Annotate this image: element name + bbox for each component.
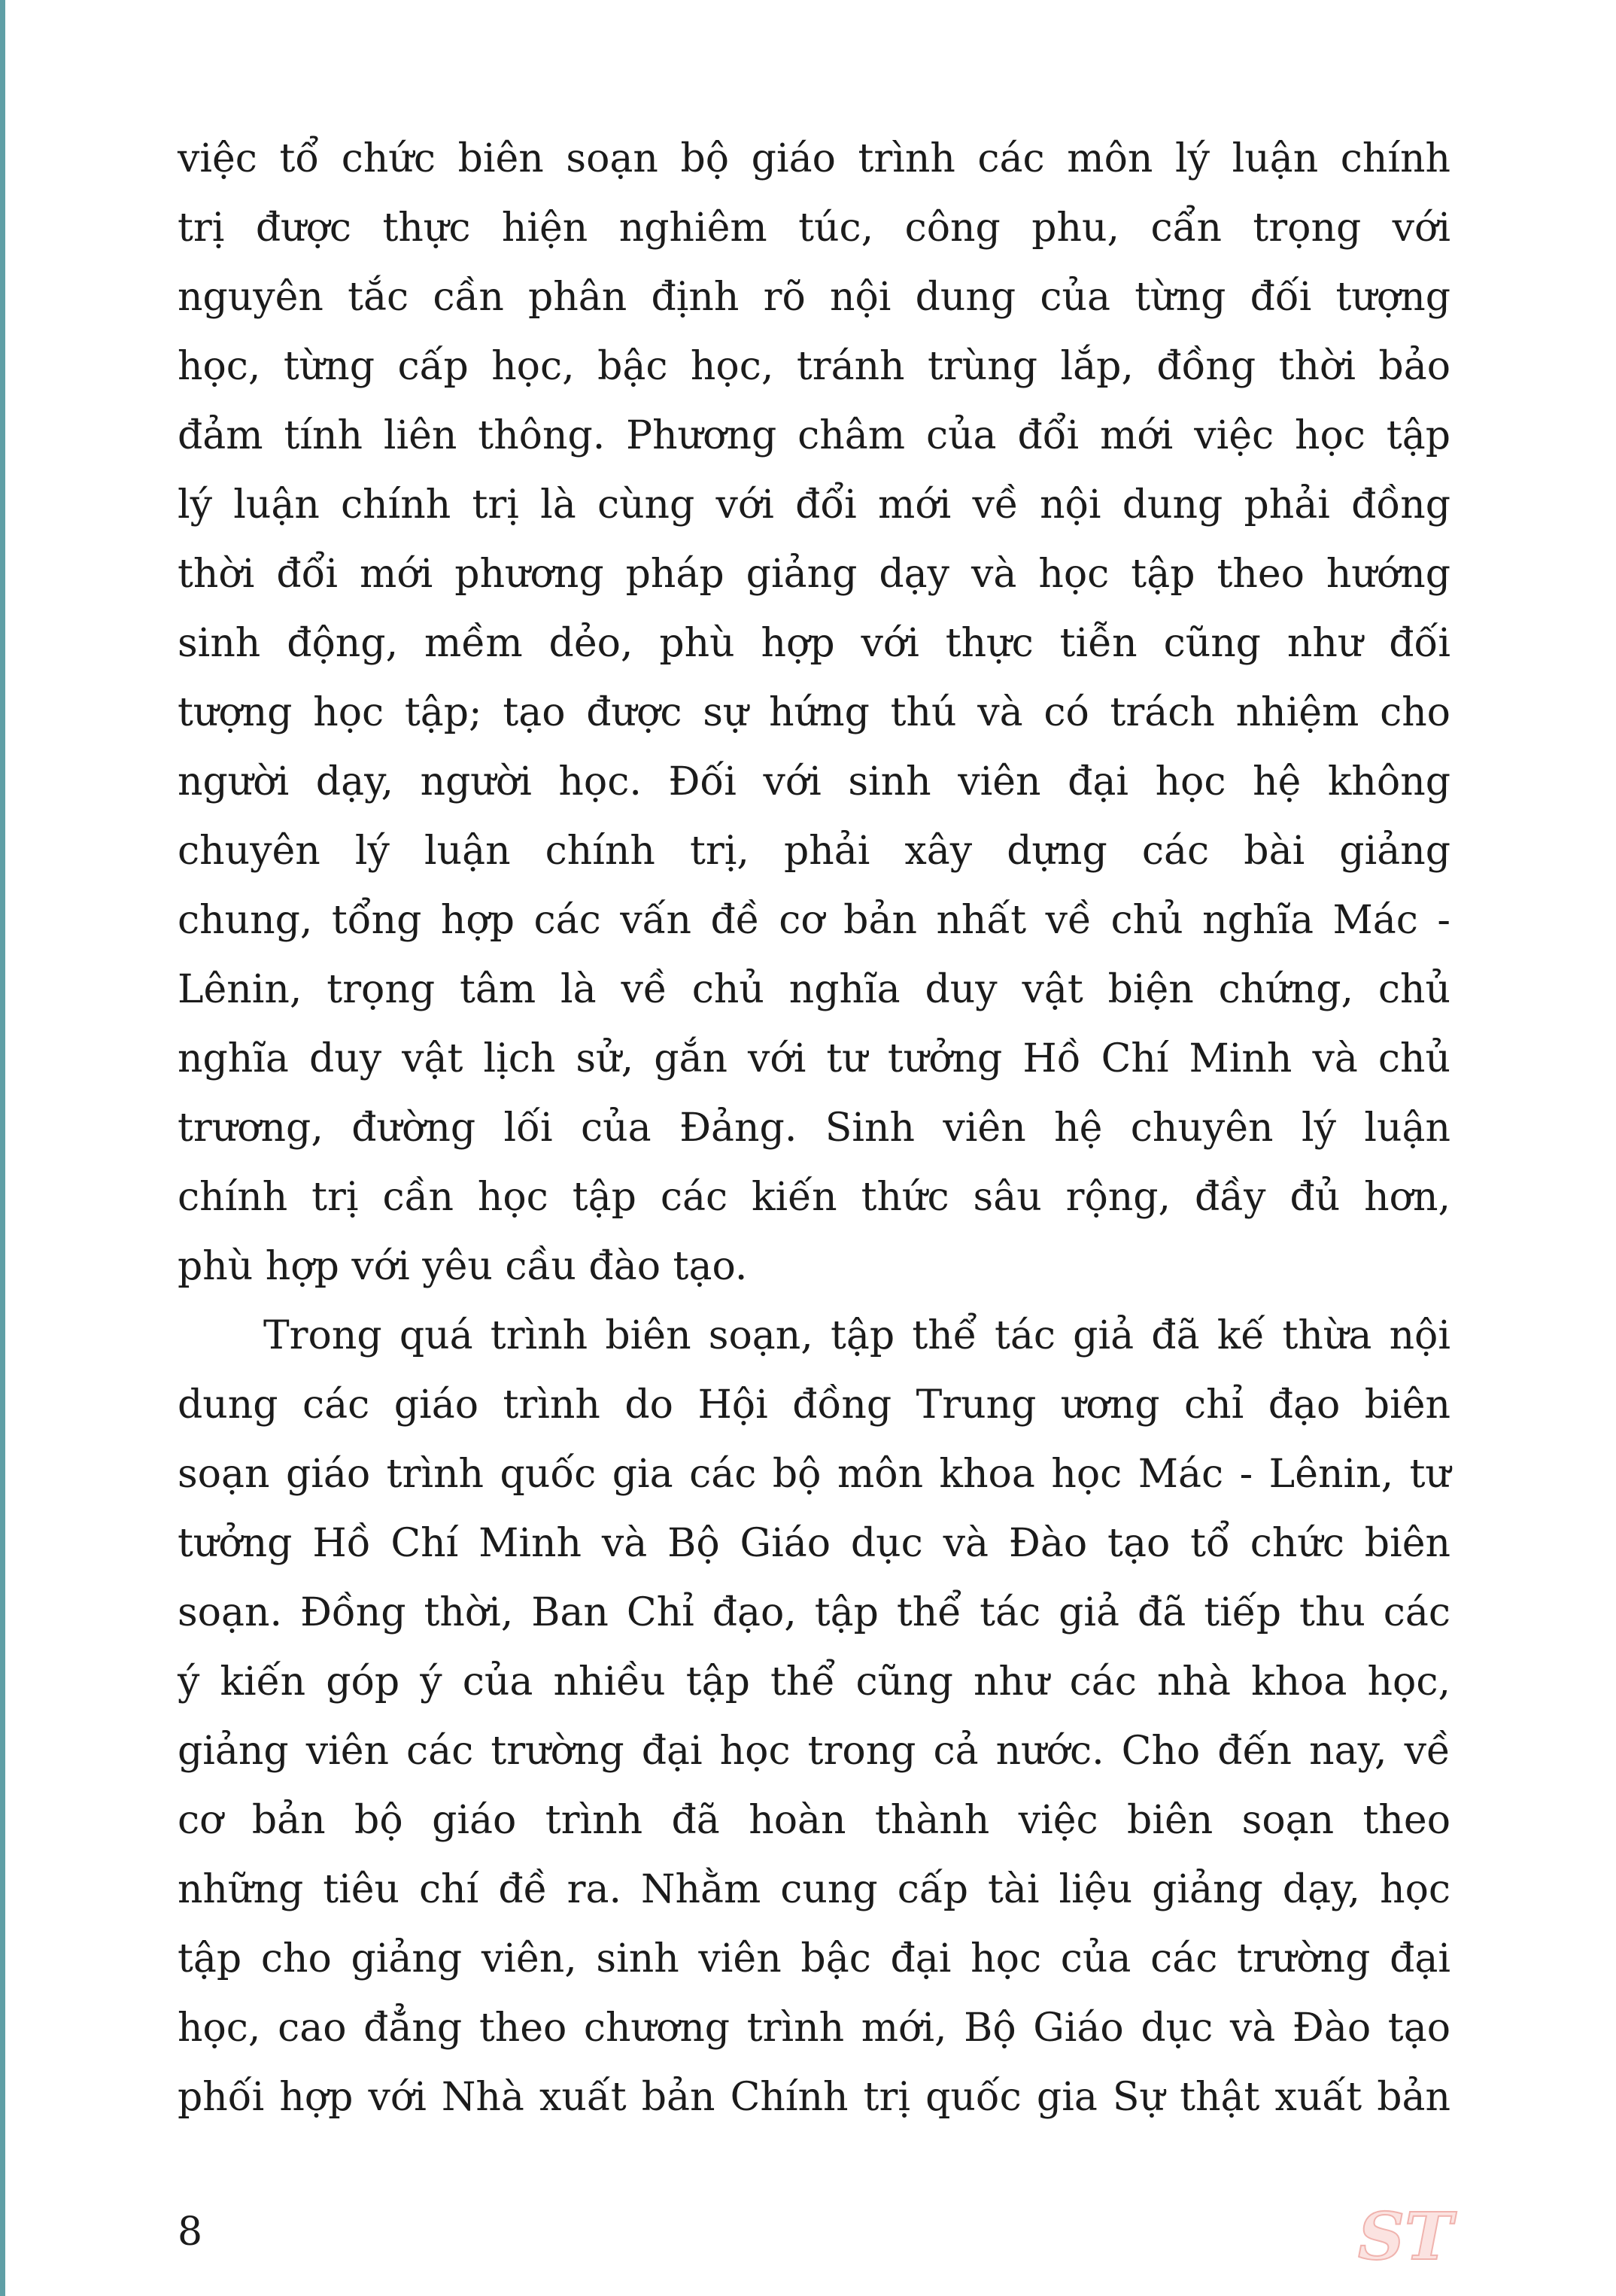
paragraph-1 [178, 124, 1450, 1301]
page-edge-stripe [0, 0, 5, 2296]
page-number: 8 [178, 2209, 203, 2255]
text-line: giảng viên các trường đại học trong cả nước. Cho đến nay, về [178, 1729, 1450, 1774]
text-line: Trong quá trình biên soạn, tập thể tác giả đã kế thừa nội [263, 1313, 1450, 1358]
text-line: nguyên tắc cần phân định rõ nội dung của từng đối tượng [178, 275, 1450, 320]
text-line: đảm tính liên thông. Phương châm của đổi mới việc học tập [178, 413, 1450, 458]
text-line: nghĩa duy vật lịch sử, gắn với tư tưởng Hồ Chí Minh và chủ [178, 1036, 1450, 1081]
text-line: chung, tổng hợp các vấn đề cơ bản nhất về chủ nghĩa Mác - [178, 898, 1450, 943]
text-line: dung các giáo trình do Hội đồng Trung ương chỉ đạo biên [178, 1382, 1450, 1428]
text-line: trương, đường lối của Đảng. Sinh viên hệ chuyên lý luận [178, 1105, 1450, 1151]
text-line: thời đổi mới phương pháp giảng dạy và học tập theo hướng [178, 552, 1450, 597]
text-line: tượng học tập; tạo được sự hứng thú và có trách nhiệm cho [178, 690, 1450, 735]
publisher-logo-text: ST [1357, 2199, 1453, 2275]
text-line: việc tổ chức biên soạn bộ giáo trình các môn lý luận chính [178, 136, 1450, 181]
text-line: học, từng cấp học, bậc học, tránh trùng lắp, đồng thời bảo [178, 344, 1450, 389]
text-line: học, cao đẳng theo chương trình mới, Bộ Giáo dục và Đào tạo [178, 2006, 1450, 2051]
publisher-logo-icon [1357, 2193, 1453, 2276]
text-line: chuyên lý luận chính trị, phải xây dựng các bài giảng [178, 829, 1450, 874]
text-line: ý kiến góp ý của nhiều tập thể cũng như các nhà khoa học, [178, 1659, 1450, 1705]
text-line: những tiêu chí đề ra. Nhằm cung cấp tài liệu giảng dạy, học [178, 1867, 1450, 1912]
text-line: phối hợp với Nhà xuất bản Chính trị quốc gia Sự thật xuất bản [178, 2075, 1450, 2120]
text-line: tưởng Hồ Chí Minh và Bộ Giáo dục và Đào tạo tổ chức biên [178, 1521, 1450, 1566]
text-line: cơ bản bộ giáo trình đã hoàn thành việc biên soạn theo [178, 1798, 1450, 1843]
paragraph-2 [178, 1301, 1450, 2132]
text-line: tập cho giảng viên, sinh viên bậc đại học của các trường đại [178, 1936, 1450, 1981]
text-line: chính trị cần học tập các kiến thức sâu rộng, đầy đủ hơn, [178, 1175, 1450, 1220]
text-line: trị được thực hiện nghiêm túc, công phu, cẩn trọng với [178, 205, 1450, 251]
text-line: sinh động, mềm dẻo, phù hợp với thực tiễn cũng như đối [178, 621, 1450, 666]
text-line: soạn giáo trình quốc gia các bộ môn khoa học Mác - Lênin, tư [178, 1452, 1450, 1497]
body-text [178, 124, 1450, 2132]
text-line: soạn. Đồng thời, Ban Chỉ đạo, tập thể tác giả đã tiếp thu các [178, 1590, 1450, 1635]
text-line: Lênin, trọng tâm là về chủ nghĩa duy vật biện chứng, chủ [178, 967, 1450, 1012]
text-line: lý luận chính trị là cùng với đổi mới về nội dung phải đồng [178, 482, 1450, 528]
text-line: phù hợp với yêu cầu đào tạo. [178, 1244, 748, 1289]
text-line: người dạy, người học. Đối với sinh viên đại học hệ không [178, 759, 1450, 804]
